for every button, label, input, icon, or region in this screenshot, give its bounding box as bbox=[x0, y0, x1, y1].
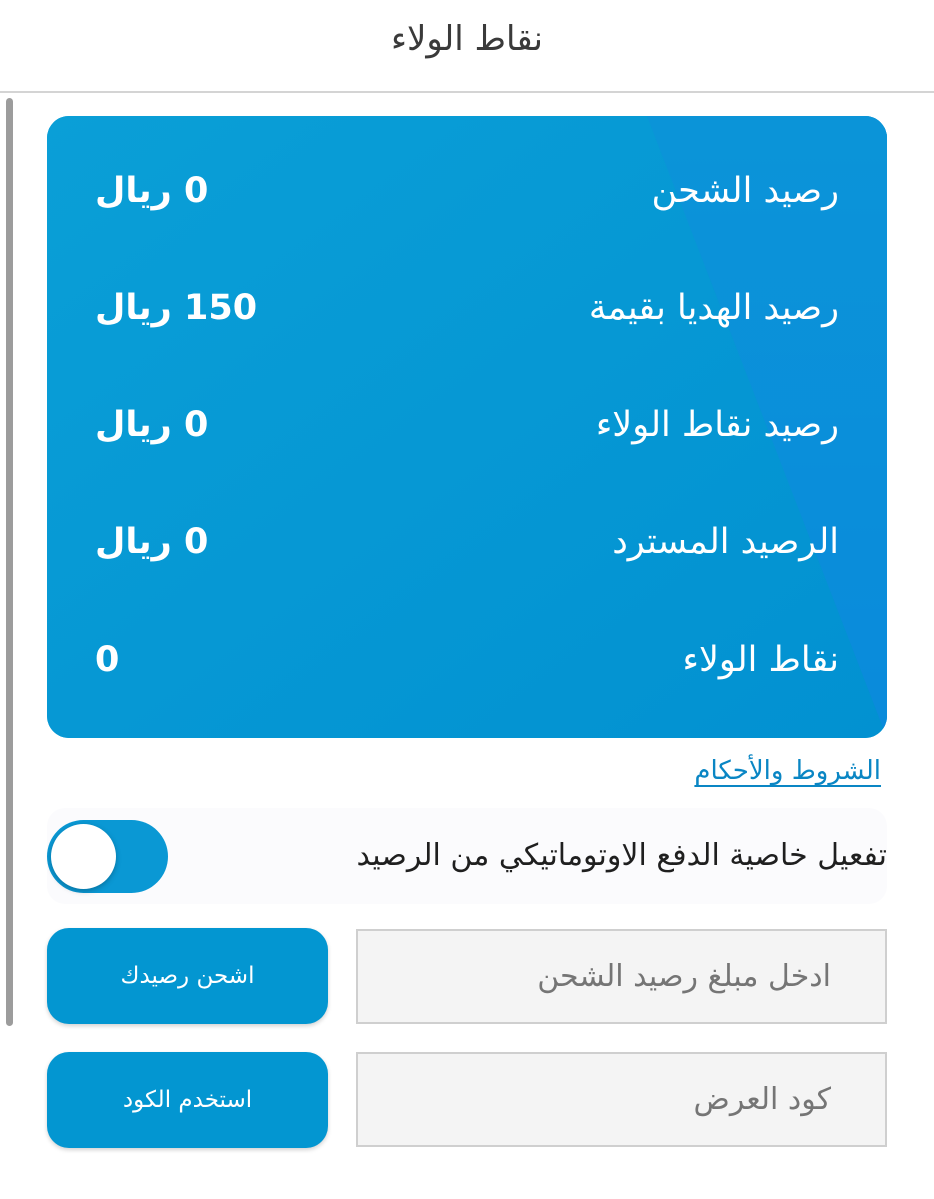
refunded-balance-label: الرصيد المسترد bbox=[612, 522, 839, 562]
recharge-balance-label: رصيد الشحن bbox=[651, 171, 839, 211]
recharge-balance-button[interactable]: اشحن رصيدك bbox=[47, 928, 328, 1024]
card-row-loyalty-points bbox=[47, 640, 887, 700]
loyalty-balance-value: 0 ريال bbox=[95, 405, 209, 445]
card-row-loyalty-balance bbox=[47, 405, 887, 465]
loyalty-points-label: نقاط الولاء bbox=[682, 640, 839, 680]
loyalty-balance-label: رصيد نقاط الولاء bbox=[595, 405, 839, 445]
recharge-amount-input[interactable] bbox=[356, 929, 887, 1024]
promo-code-input[interactable] bbox=[356, 1052, 887, 1147]
card-row-refunded-balance bbox=[47, 522, 887, 582]
toggle-knob bbox=[51, 824, 116, 889]
card-row-gift-balance bbox=[47, 288, 887, 348]
terms-and-conditions-link[interactable]: الشروط والأحكام bbox=[694, 756, 881, 786]
auto-pay-toggle[interactable] bbox=[47, 820, 168, 893]
scroll-indicator[interactable] bbox=[6, 98, 13, 1026]
page-title: نقاط الولاء bbox=[390, 18, 544, 59]
gift-balance-label: رصيد الهديا بقيمة bbox=[588, 288, 839, 328]
app-header bbox=[0, 0, 934, 93]
gift-balance-value: 150 ريال bbox=[95, 288, 258, 328]
balance-card bbox=[47, 116, 887, 738]
loyalty-points-value: 0 bbox=[95, 640, 120, 680]
auto-pay-row bbox=[47, 808, 887, 904]
auto-pay-label: تفعيل خاصية الدفع الاوتوماتيكي من الرصيد bbox=[356, 838, 887, 873]
card-row-recharge-balance bbox=[47, 171, 887, 231]
use-promo-code-button[interactable]: استخدم الكود bbox=[47, 1052, 328, 1148]
refunded-balance-value: 0 ريال bbox=[95, 522, 209, 562]
recharge-balance-value: 0 ريال bbox=[95, 171, 209, 211]
